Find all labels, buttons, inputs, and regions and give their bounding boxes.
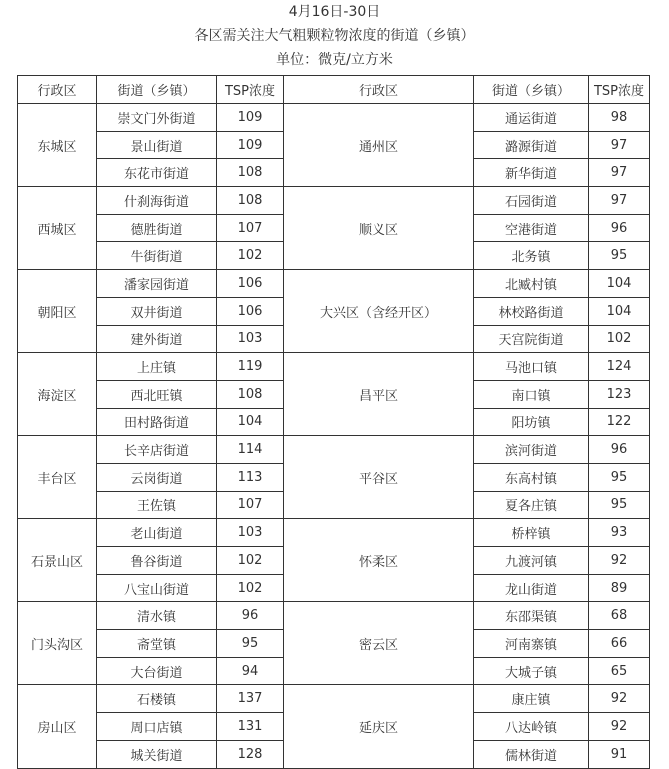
table-row (18, 270, 650, 298)
street-cell-left: 清水镇 (97, 602, 217, 630)
street-cell-right: 林校路街道 (474, 297, 589, 325)
street-cell-left: 牛街街道 (97, 242, 217, 270)
street-cell-right: 北务镇 (474, 242, 589, 270)
district-cell-left: 朝阳区 (18, 270, 97, 353)
street-cell-right: 儒林街道 (474, 740, 589, 768)
street-cell-right: 天宫院街道 (474, 325, 589, 353)
district-cell-left: 海淀区 (18, 353, 97, 436)
tsp-cell-right: 98 (589, 104, 650, 132)
street-cell-left: 鲁谷街道 (97, 547, 217, 575)
street-cell-right: 潞源街道 (474, 131, 589, 159)
tsp-cell-left: 106 (217, 270, 284, 298)
table-row (18, 685, 650, 713)
street-cell-left: 城关街道 (97, 740, 217, 768)
tsp-cell-right: 97 (589, 131, 650, 159)
tsp-cell-right: 95 (589, 491, 650, 519)
tsp-cell-right: 95 (589, 463, 650, 491)
tsp-cell-right: 92 (589, 685, 650, 713)
table-row (18, 519, 650, 547)
district-cell-left: 石景山区 (18, 519, 97, 602)
tsp-cell-right: 122 (589, 408, 650, 436)
district-cell-left: 房山区 (18, 685, 97, 768)
street-cell-right: 桥梓镇 (474, 519, 589, 547)
tsp-cell-right: 92 (589, 713, 650, 741)
district-cell-left: 西城区 (18, 187, 97, 270)
street-cell-right: 北臧村镇 (474, 270, 589, 298)
tsp-cell-right: 124 (589, 353, 650, 381)
street-cell-right: 河南寨镇 (474, 630, 589, 658)
tsp-cell-right: 65 (589, 657, 650, 685)
street-cell-left: 长辛店街道 (97, 436, 217, 464)
tsp-cell-right: 96 (589, 436, 650, 464)
tsp-cell-left: 102 (217, 574, 284, 602)
street-cell-right: 八达岭镇 (474, 713, 589, 741)
street-cell-right: 滨河街道 (474, 436, 589, 464)
street-cell-right: 康庄镇 (474, 685, 589, 713)
street-cell-right: 南口镇 (474, 380, 589, 408)
tsp-cell-right: 92 (589, 547, 650, 575)
tsp-cell-right: 97 (589, 187, 650, 215)
page-title: 各区需关注大气粗颗粒物浓度的街道（乡镇） (194, 28, 475, 44)
street-cell-right: 夏各庄镇 (474, 491, 589, 519)
street-cell-left: 上庄镇 (97, 353, 217, 381)
district-cell-left: 门头沟区 (18, 602, 97, 685)
tsp-cell-left: 107 (217, 491, 284, 519)
street-cell-right: 大城子镇 (474, 657, 589, 685)
tsp-cell-left: 103 (217, 519, 284, 547)
tsp-cell-left: 119 (217, 353, 284, 381)
tsp-cell-right: 123 (589, 380, 650, 408)
street-cell-right: 东邵渠镇 (474, 602, 589, 630)
street-cell-left: 大台街道 (97, 657, 217, 685)
tsp-cell-left: 96 (217, 602, 284, 630)
street-cell-left: 王佐镇 (97, 491, 217, 519)
table-row (18, 104, 650, 132)
street-cell-left: 双井街道 (97, 297, 217, 325)
district-cell-right: 密云区 (284, 602, 474, 685)
street-cell-right: 新华街道 (474, 159, 589, 187)
district-cell-right: 昌平区 (284, 353, 474, 436)
tsp-cell-left: 113 (217, 463, 284, 491)
header-district-right: 行政区 (284, 76, 474, 104)
district-cell-right: 顺义区 (284, 187, 474, 270)
tsp-cell-left: 108 (217, 187, 284, 215)
street-cell-left: 八宝山街道 (97, 574, 217, 602)
street-cell-left: 石楼镇 (97, 685, 217, 713)
street-cell-right: 空港街道 (474, 214, 589, 242)
tsp-cell-right: 93 (589, 519, 650, 547)
street-cell-left: 建外街道 (97, 325, 217, 353)
street-cell-left: 景山街道 (97, 131, 217, 159)
tsp-cell-left: 109 (217, 131, 284, 159)
street-cell-left: 田村路街道 (97, 408, 217, 436)
street-cell-right: 通运街道 (474, 104, 589, 132)
table-row (18, 602, 650, 630)
table-header-row (18, 76, 650, 104)
header-district-left: 行政区 (18, 76, 97, 104)
table-body (18, 104, 650, 769)
tsp-cell-left: 137 (217, 685, 284, 713)
street-cell-left: 老山街道 (97, 519, 217, 547)
tsp-cell-right: 66 (589, 630, 650, 658)
tsp-cell-right: 104 (589, 270, 650, 298)
tsp-cell-left: 102 (217, 242, 284, 270)
district-cell-right: 通州区 (284, 104, 474, 187)
tsp-cell-right: 89 (589, 574, 650, 602)
tsp-table (17, 75, 650, 769)
street-cell-right: 阳坊镇 (474, 408, 589, 436)
table-row (18, 187, 650, 215)
tsp-cell-left: 131 (217, 713, 284, 741)
street-cell-left: 西北旺镇 (97, 380, 217, 408)
header-tsp-right: TSP浓度 (589, 76, 650, 104)
street-cell-left: 崇文门外街道 (97, 104, 217, 132)
tsp-cell-left: 94 (217, 657, 284, 685)
district-cell-left: 丰台区 (18, 436, 97, 519)
district-cell-right: 延庆区 (284, 685, 474, 768)
header-street-left: 街道（乡镇） (97, 76, 217, 104)
street-cell-left: 周口店镇 (97, 713, 217, 741)
street-cell-right: 马池口镇 (474, 353, 589, 381)
tsp-cell-left: 108 (217, 380, 284, 408)
header-street-right: 街道（乡镇） (474, 76, 589, 104)
tsp-cell-left: 108 (217, 159, 284, 187)
tsp-cell-left: 128 (217, 740, 284, 768)
header-tsp-left: TSP浓度 (217, 76, 284, 104)
tsp-cell-right: 104 (589, 297, 650, 325)
tsp-cell-right: 95 (589, 242, 650, 270)
street-cell-right: 东高村镇 (474, 463, 589, 491)
district-cell-right: 大兴区（含经开区） (284, 270, 474, 353)
street-cell-left: 斋堂镇 (97, 630, 217, 658)
street-cell-right: 龙山街道 (474, 574, 589, 602)
tsp-cell-right: 96 (589, 214, 650, 242)
district-cell-right: 平谷区 (284, 436, 474, 519)
tsp-cell-left: 102 (217, 547, 284, 575)
tsp-cell-left: 107 (217, 214, 284, 242)
tsp-cell-left: 106 (217, 297, 284, 325)
date-range: 4月16日-30日 (288, 4, 381, 20)
street-cell-left: 云岗街道 (97, 463, 217, 491)
street-cell-left: 东花市街道 (97, 159, 217, 187)
table-row (18, 353, 650, 381)
tsp-cell-left: 109 (217, 104, 284, 132)
tsp-cell-left: 95 (217, 630, 284, 658)
tsp-cell-left: 103 (217, 325, 284, 353)
street-cell-left: 德胜街道 (97, 214, 217, 242)
street-cell-left: 潘家园街道 (97, 270, 217, 298)
street-cell-right: 石园街道 (474, 187, 589, 215)
tsp-cell-right: 91 (589, 740, 650, 768)
tsp-cell-left: 114 (217, 436, 284, 464)
district-cell-left: 东城区 (18, 104, 97, 187)
unit-label: 单位：微克/立方米 (276, 52, 393, 68)
table-row (18, 436, 650, 464)
tsp-cell-right: 97 (589, 159, 650, 187)
tsp-cell-left: 104 (217, 408, 284, 436)
street-cell-left: 什刹海街道 (97, 187, 217, 215)
tsp-cell-right: 102 (589, 325, 650, 353)
district-cell-right: 怀柔区 (284, 519, 474, 602)
tsp-cell-right: 68 (589, 602, 650, 630)
street-cell-right: 九渡河镇 (474, 547, 589, 575)
